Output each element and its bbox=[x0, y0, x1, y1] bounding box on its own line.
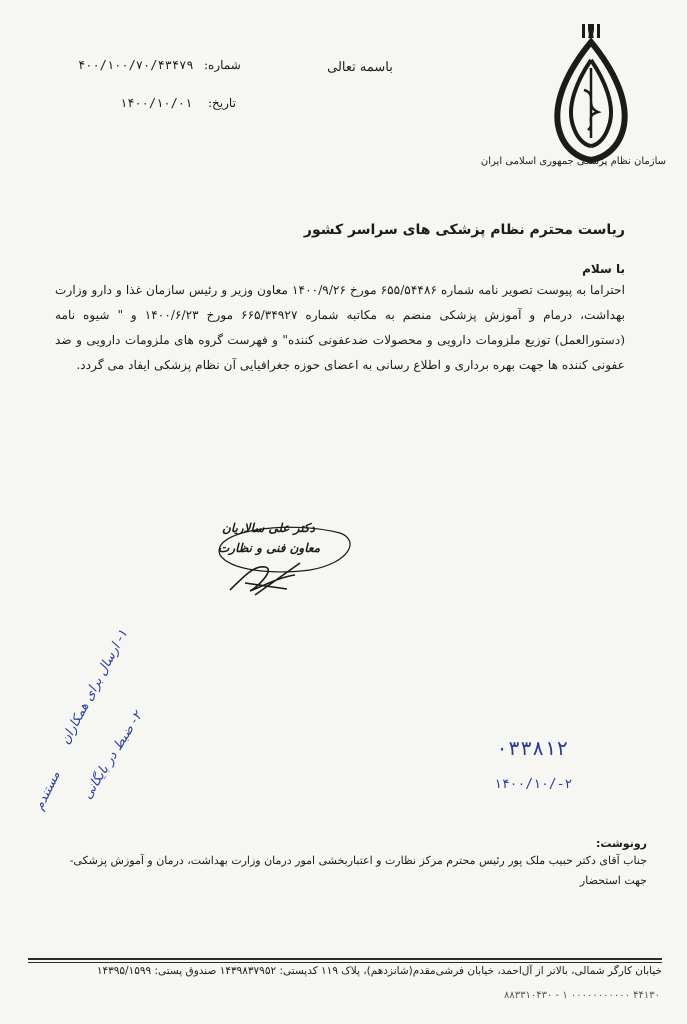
date-label: تاریخ: bbox=[208, 96, 236, 110]
footer-address: خیابان کارگر شمالی، بالاتر از آل‌احمد، خیابان فرشی‌مقدم(شانزدهم)، پلاک ۱۱۹ کدپستی: ۱۴۳۹۸۳۷۹۵۲ صندوق پستی: ۱۴۳۹۵/۱۵۹۹ bbox=[96, 965, 662, 977]
organization-name: سازمان نظام پزشکی جمهوری اسلامی ایران bbox=[480, 156, 666, 167]
registration-number: ۰۳۳۸۱۲ bbox=[496, 736, 569, 760]
handwritten-line-1: ۱- ارسال برای همکاران bbox=[58, 627, 132, 748]
greeting: با سلام bbox=[582, 262, 625, 276]
recipient-line: ریاست محترم نظام پزشکی های سراسر کشور bbox=[303, 222, 625, 238]
cc-text: جناب آقای دکتر حبیب ملک پور رئیس محترم مرکز نظارت و اعتباربخشی امور درمان وزارت بهداشت، درمان و آموزش پزشکی- جهت استحضار bbox=[69, 854, 647, 887]
handwritten-note bbox=[18, 627, 158, 820]
letter-number: ۴۰۰/۱۰۰/۷۰/۴۳۴۷۹ bbox=[78, 58, 194, 72]
handwritten-line-2: ۲- ضبط در بایگانی bbox=[80, 709, 146, 802]
number-label: شماره: bbox=[204, 58, 241, 72]
footer-phones: ۸۸۳۳۱۰۴۳۰ - ۱ ۰۰۰۰۰۰۰۰۰۰۰ ۴۴۱۳۰ bbox=[504, 990, 660, 1001]
signature-scribble bbox=[225, 555, 305, 600]
basmala-heading: باسمه تعالی bbox=[327, 60, 393, 75]
handwritten-line-3: مستندم bbox=[32, 768, 64, 813]
letter-body: احتراما به پیوست تصویر نامه شماره ۶۵۵/۵۴۴۸۶ مورخ ۱۴۰۰/۹/۲۶ معاون وزیر و رئیس سازمان غذا و دارو وزارت بهداشت، درمام و آموزش پزشکی منضم به مکاتبه شماره ۶۶۵/۳۴۹۲۷ مورخ ۱۴۰۰/۶/۲۳ و " شیوه نامه (دستورالعمل) توزیع ملزومات دارویی و محصولات ضدعفونی کننده" و فهرست گروه های ملزومات دارویی و ضد عفونی کننده ها جهت بهره برداری و اطلاع رسانی به اعضای حوزه جغرافیایی آن نظام پزشکی ایفاد می گردد. bbox=[55, 283, 626, 372]
signatory-title: معاون فنی و نظارت bbox=[218, 541, 321, 555]
footer-divider-thin bbox=[28, 962, 662, 963]
registration-date: ۱۴۰۰/۱۰/-۲ bbox=[494, 777, 573, 792]
medical-council-logo-icon bbox=[548, 20, 634, 170]
footer-divider bbox=[28, 958, 662, 960]
signatory-name: دکتر علی سالاریان bbox=[222, 521, 315, 535]
cc-heading: رونوشت: bbox=[595, 837, 647, 850]
letter-date: ۱۴۰۰/۱۰/۰۱ bbox=[120, 96, 193, 110]
